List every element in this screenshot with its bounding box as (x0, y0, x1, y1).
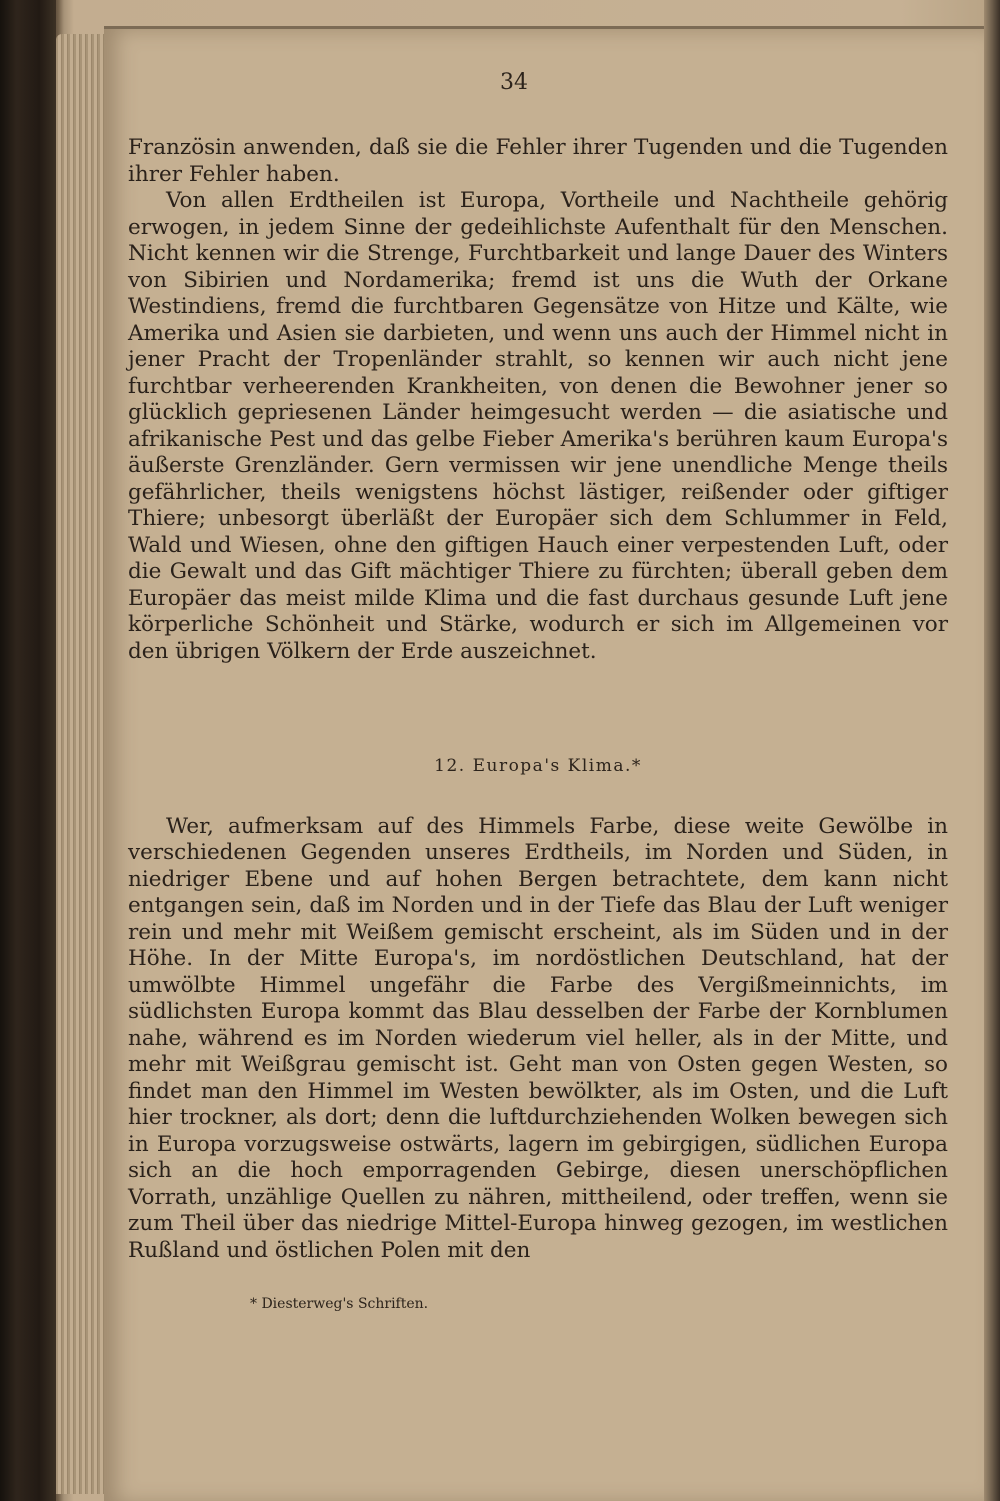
right-page-edge (984, 0, 1000, 1501)
paragraph-europa-climate: Wer, aufmerksam auf des Himmels Farbe, diese weite Gewölbe in verschiedenen Gegenden unseres Erdtheils, im Norden und Süden, in niedriger Ebene und auf hohen Bergen betrachtete, dem kann nicht entgangen sein, daß im Norden und in der Tiefe das Blau der Luft weniger rein und mehr mit Weißem gemischt erscheint, als im Süden und in der Höhe. In der Mitte Europa's, im nordöstlichen Deutschland, hat der umwölbte Himmel ungefähr die Farbe des Vergißmeinnichts, im südlichsten Europa kommt das Blau desselben der Farbe der Kornblumen nahe, während es im Norden wiederum viel heller, als in der Mitte, und mehr mit Weißgrau gemischt ist. Geht man von Osten gegen Westen, so findet man den Himmel im Westen bewölkter, als im Osten, und die Luft hier trockner, als dort; denn die luftdurchziehenden Wolken bewegen sich in Europa vorzugsweise ostwärts, lagern im gebirgigen, südlichen Europa sich an die hoch emporragenden Gebirge, diesen unerschöpflichen Vorrath, unzählige Quellen zu nähren, mittheilend, oder treffen, wenn sie zum Theil über das niedrige Mittel-Europa hinweg gezogen, im westlichen Rußland und östlichen Polen mit den (128, 813, 948, 1263)
book-spine (0, 0, 56, 1501)
body-text-top (128, 135, 948, 665)
page-edges (56, 34, 110, 1494)
footnote: * Diesterweg's Schriften. (250, 1296, 429, 1312)
paragraph-continuation: Französin anwenden, daß sie die Fehler ihrer Tugenden und die Tugenden ihrer Fehler haben. (128, 135, 948, 187)
section-heading: 12. Europa's Klima.* (434, 756, 642, 776)
paragraph-europa-advantages: Von allen Erdtheilen ist Europa, Vortheile und Nachtheile gehörig erwogen, in jedem Sinne der gedeihlichste Aufenthalt für den Menschen. Nicht kennen wir die Strenge, Furchtbarkeit und lange Dauer des Winters von Sibirien und Nordamerika; fremd ist uns die Wuth der Orkane Westindiens, fremd die furchtbaren Gegensätze von Hitze und Kälte, wie Amerika und Asien sie darbieten, und wenn uns auch der Himmel nicht in jener Pracht der Tropenländer strahlt, so kennen wir auch nicht jene furchtbar verheerenden Krankheiten, von denen die Bewohner jener so glücklich gepriesenen Länder heimgesucht werden — die asiatische und afrikanische Pest und das gelbe Fieber Amerika's berühren kaum Europa's äußerste Grenzländer. Gern vermissen wir jene unendliche Menge theils gefährlicher, theils wenigstens höchst lästiger, reißender oder giftiger Thiere; unbesorgt überläßt der Europäer sich dem Schlummer in Feld, Wald und Wiesen, ohne den giftigen Hauch einer verpestenden Luft, oder die Gewalt und das Gift mächtiger Thiere zu fürchten; überall geben dem Europäer das meist milde Klima und die fast durchaus gesunde Luft jene körperliche Schönheit und Stärke, wodurch er sich im Allgemeinen vor den übrigen Völkern der Erde auszeichnet. (128, 188, 948, 664)
body-text-bottom (128, 792, 948, 1286)
page-number: 34 (500, 70, 528, 95)
